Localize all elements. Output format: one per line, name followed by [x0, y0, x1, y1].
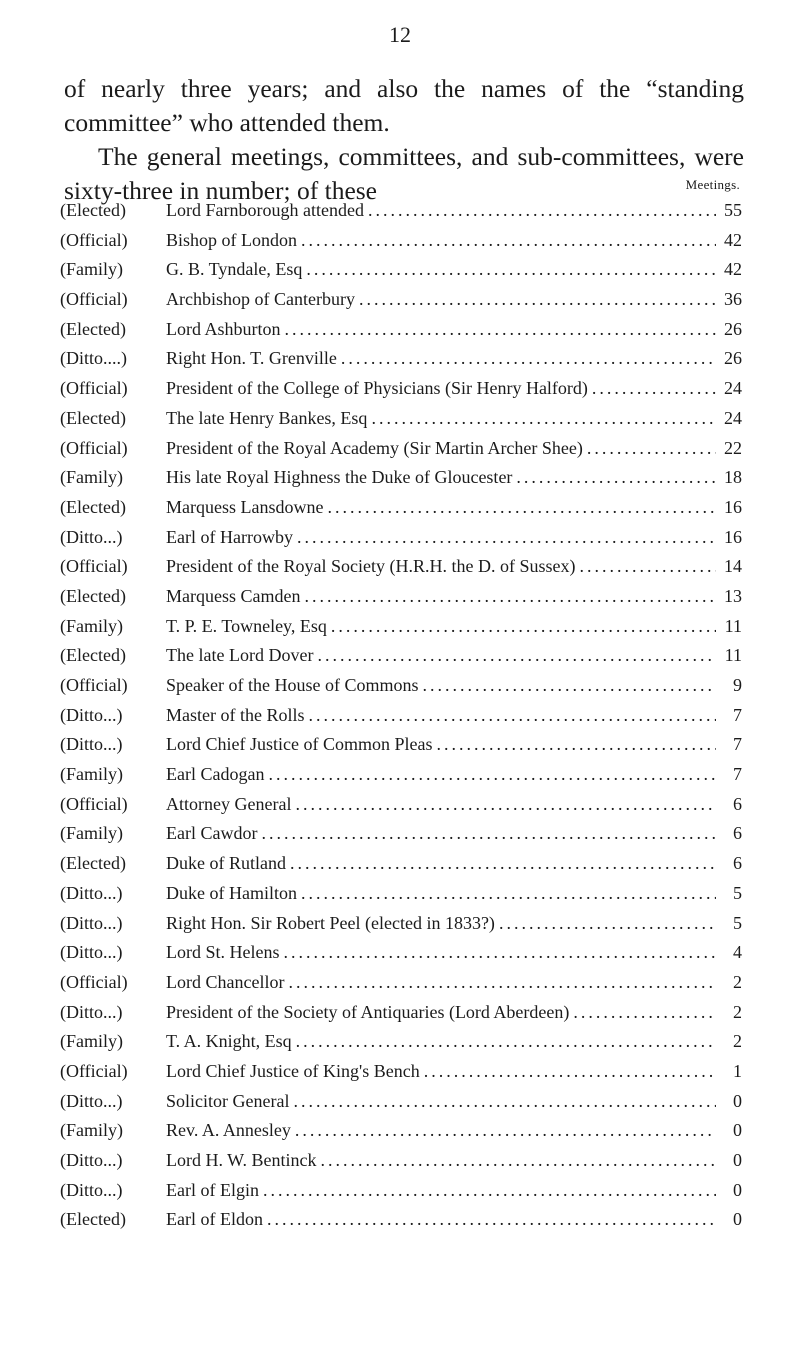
entry-name: Archbishop of Canterbury: [166, 289, 355, 310]
dot-leader: [283, 938, 716, 968]
entry-meetings-count: 22: [724, 437, 742, 458]
entry-name: Right Hon. Sir Robert Peel (elected in 1833?): [166, 912, 495, 933]
intro-paragraph-1: of nearly three years; and also the names of the “standing committee” who attended them.: [64, 74, 744, 137]
entry-category: (Ditto...): [60, 526, 123, 547]
entry-meetings-count: 36: [724, 289, 742, 310]
list-item: [60, 998, 742, 1028]
entry-category: (Elected): [60, 496, 126, 517]
entry-category: (Official): [60, 971, 128, 992]
dot-leader: [301, 226, 716, 256]
entry-meetings-count: 6: [733, 823, 742, 844]
entry-category: (Family): [60, 615, 123, 636]
dot-leader: [288, 968, 716, 998]
dot-leader: [592, 374, 716, 404]
dot-leader: [295, 1116, 716, 1146]
list-item: [60, 1146, 742, 1176]
entry-meetings-count: 16: [724, 496, 742, 517]
entry-category: (Official): [60, 1060, 128, 1081]
entry-meetings-count: 6: [733, 853, 742, 874]
entry-meetings-count: 2: [733, 1031, 742, 1052]
list-item: [60, 790, 742, 820]
dot-leader: [285, 315, 717, 345]
list-item: [60, 671, 742, 701]
entry-category: (Ditto...): [60, 882, 123, 903]
entry-category: (Elected): [60, 407, 126, 428]
entry-meetings-count: 0: [733, 1179, 742, 1200]
entry-meetings-count: 24: [724, 407, 742, 428]
dot-leader: [516, 463, 716, 493]
entry-name: Marquess Lansdowne: [166, 496, 324, 517]
entry-category: (Ditto...): [60, 1001, 123, 1022]
list-item: [60, 849, 742, 879]
dot-leader: [579, 552, 716, 582]
list-item: [60, 285, 742, 315]
entry-meetings-count: 1: [733, 1060, 742, 1081]
entry-meetings-count: 0: [733, 1209, 742, 1230]
list-item: [60, 1205, 742, 1235]
entry-meetings-count: 5: [733, 882, 742, 903]
intro-paragraph-2: The general meetings, committees, and sub-committees, were sixty-three in number; of these: [64, 142, 744, 205]
entry-name: Master of the Rolls: [166, 704, 305, 725]
list-item: [60, 730, 742, 760]
entry-name: President of the Royal Society (H.R.H. the D. of Sussex): [166, 556, 576, 577]
entry-meetings-count: 7: [733, 734, 742, 755]
entry-name: Earl Cawdor: [166, 823, 258, 844]
dot-leader: [424, 1057, 716, 1087]
dot-leader: [371, 404, 716, 434]
entry-category: (Official): [60, 793, 128, 814]
entry-meetings-count: 11: [724, 615, 742, 636]
dot-leader: [290, 849, 716, 879]
entry-name: Earl of Harrowby: [166, 526, 293, 547]
entry-meetings-count: 7: [733, 704, 742, 725]
entry-name: Solicitor General: [166, 1090, 290, 1111]
entry-category: (Ditto...): [60, 1090, 123, 1111]
entry-meetings-count: 18: [724, 467, 742, 488]
dot-leader: [306, 255, 716, 285]
entry-name: President of the Royal Academy (Sir Martin Archer Shee): [166, 437, 583, 458]
list-item: [60, 1057, 742, 1087]
dot-leader: [341, 344, 716, 374]
list-item: [60, 404, 742, 434]
dot-leader: [317, 641, 716, 671]
dot-leader: [267, 1205, 716, 1235]
entry-name: Earl Cadogan: [166, 764, 265, 785]
dot-leader: [587, 434, 716, 464]
entry-category: (Family): [60, 823, 123, 844]
entry-meetings-count: 9: [733, 675, 742, 695]
entry-category: (Official): [60, 675, 128, 695]
entry-meetings-count: 13: [724, 585, 742, 606]
list-item: [60, 968, 742, 998]
entry-category: (Ditto...): [60, 704, 123, 725]
entry-category: (Ditto...): [60, 1179, 123, 1200]
entry-name: Marquess Camden: [166, 585, 301, 606]
list-item: [60, 226, 742, 256]
list-item: [60, 255, 742, 285]
entry-category: (Family): [60, 467, 123, 488]
dot-leader: [359, 285, 716, 315]
entry-name: President of the Society of Antiquaries (Lord Aberdeen): [166, 1001, 570, 1022]
list-item: [60, 760, 742, 790]
entry-name: Lord H. W. Bentinck: [166, 1150, 317, 1170]
dot-leader: [573, 998, 716, 1028]
entry-name: Lord Farnborough attended: [166, 200, 364, 220]
entry-category: (Elected): [60, 645, 126, 666]
entry-meetings-count: 55: [724, 200, 742, 220]
entry-meetings-count: 5: [733, 912, 742, 933]
entry-meetings-count: 26: [724, 348, 742, 369]
entry-name: The late Lord Dover: [166, 645, 314, 666]
list-item: [60, 344, 742, 374]
entry-meetings-count: 6: [733, 793, 742, 814]
entry-name: Earl of Eldon: [166, 1209, 263, 1230]
entry-name: Lord Ashburton: [166, 318, 281, 339]
list-item: [60, 582, 742, 612]
entry-category: (Elected): [60, 585, 126, 606]
entry-name: Earl of Elgin: [166, 1179, 259, 1200]
entry-category: (Official): [60, 229, 128, 250]
entry-name: Right Hon. T. Grenville: [166, 348, 337, 369]
list-item: [60, 552, 742, 582]
entry-meetings-count: 0: [733, 1150, 742, 1170]
dot-leader: [304, 582, 716, 612]
dot-leader: [301, 879, 716, 909]
entry-name: Duke of Hamilton: [166, 882, 297, 903]
entry-name: G. B. Tyndale, Esq: [166, 259, 303, 280]
entry-category: (Elected): [60, 318, 126, 339]
dot-leader: [295, 790, 716, 820]
entry-name: Duke of Rutland: [166, 853, 286, 874]
dot-leader: [422, 671, 716, 701]
dot-leader: [436, 730, 716, 760]
entry-category: (Ditto...): [60, 942, 123, 963]
entry-category: (Official): [60, 289, 128, 310]
entry-name: Speaker of the House of Commons: [166, 675, 419, 695]
entry-name: Lord St. Helens: [166, 942, 280, 963]
entry-name: The late Henry Bankes, Esq: [166, 407, 368, 428]
list-item: [60, 1027, 742, 1057]
dot-leader: [268, 760, 716, 790]
entry-name: Lord Chief Justice of Common Pleas: [166, 734, 433, 755]
entry-meetings-count: 0: [733, 1090, 742, 1111]
list-item: [60, 909, 742, 939]
entry-meetings-count: 16: [724, 526, 742, 547]
entry-category: (Elected): [60, 853, 126, 874]
page-number: 12: [389, 22, 411, 47]
entry-category: (Ditto....): [60, 348, 127, 369]
list-item: [60, 434, 742, 464]
entry-category: (Official): [60, 437, 128, 458]
entry-meetings-count: 26: [724, 318, 742, 339]
entry-name: T. A. Knight, Esq: [166, 1031, 292, 1052]
entry-meetings-count: 42: [724, 229, 742, 250]
list-item: [60, 374, 742, 404]
entry-name: President of the College of Physicians (Sir Henry Halford): [166, 378, 588, 399]
dot-leader: [308, 701, 716, 731]
entry-category: (Family): [60, 1031, 123, 1052]
entry-name: Attorney General: [166, 793, 292, 814]
entry-meetings-count: 42: [724, 259, 742, 280]
dot-leader: [293, 1087, 716, 1117]
entry-meetings-count: 7: [733, 764, 742, 785]
list-item: [60, 1087, 742, 1117]
entry-category: (Official): [60, 556, 128, 577]
list-item: [60, 463, 742, 493]
list-item: [60, 315, 742, 345]
dot-leader: [263, 1176, 716, 1206]
list-item: [60, 523, 742, 553]
list-item: [60, 701, 742, 731]
list-item: [60, 493, 742, 523]
entry-category: (Elected): [60, 200, 126, 220]
list-item: [60, 938, 742, 968]
entry-meetings-count: 2: [733, 971, 742, 992]
entry-category: (Elected): [60, 1209, 126, 1230]
entry-category: (Family): [60, 764, 123, 785]
list-item: [60, 819, 742, 849]
entry-name: His late Royal Highness the Duke of Gloucester: [166, 467, 513, 488]
entry-name: Bishop of London: [166, 229, 298, 250]
list-item: [60, 879, 742, 909]
meetings-column-header: Meetings.: [685, 177, 740, 192]
entry-meetings-count: 24: [724, 378, 742, 399]
entry-meetings-count: 0: [733, 1120, 742, 1141]
dot-leader: [327, 493, 716, 523]
entry-name: Rev. A. Annesley: [166, 1120, 291, 1141]
dot-leader: [321, 1146, 717, 1176]
intro-text: [64, 72, 744, 208]
dot-leader: [499, 909, 716, 939]
dot-leader: [296, 1027, 716, 1057]
list-item: [60, 1116, 742, 1146]
entry-meetings-count: 2: [733, 1001, 742, 1022]
entry-name: T. P. E. Towneley, Esq: [166, 615, 327, 636]
list-item: [60, 612, 742, 642]
dot-leader: [297, 523, 716, 553]
list-item: [60, 1176, 742, 1206]
entry-category: (Family): [60, 259, 123, 280]
entry-category: (Ditto...): [60, 734, 123, 755]
attendance-list: [60, 196, 742, 1235]
entry-meetings-count: 14: [724, 556, 742, 577]
entry-name: Lord Chancellor: [166, 971, 285, 992]
list-item: [60, 641, 742, 671]
dot-leader: [368, 196, 716, 226]
entry-meetings-count: 4: [733, 942, 742, 963]
entry-name: Lord Chief Justice of King's Bench: [166, 1060, 420, 1081]
dot-leader: [331, 612, 716, 642]
entry-category: (Ditto...): [60, 1150, 123, 1170]
entry-category: (Family): [60, 1120, 123, 1141]
list-item: [60, 196, 742, 226]
entry-category: (Ditto...): [60, 912, 123, 933]
dot-leader: [261, 819, 716, 849]
entry-category: (Official): [60, 378, 128, 399]
entry-meetings-count: 11: [724, 645, 742, 666]
